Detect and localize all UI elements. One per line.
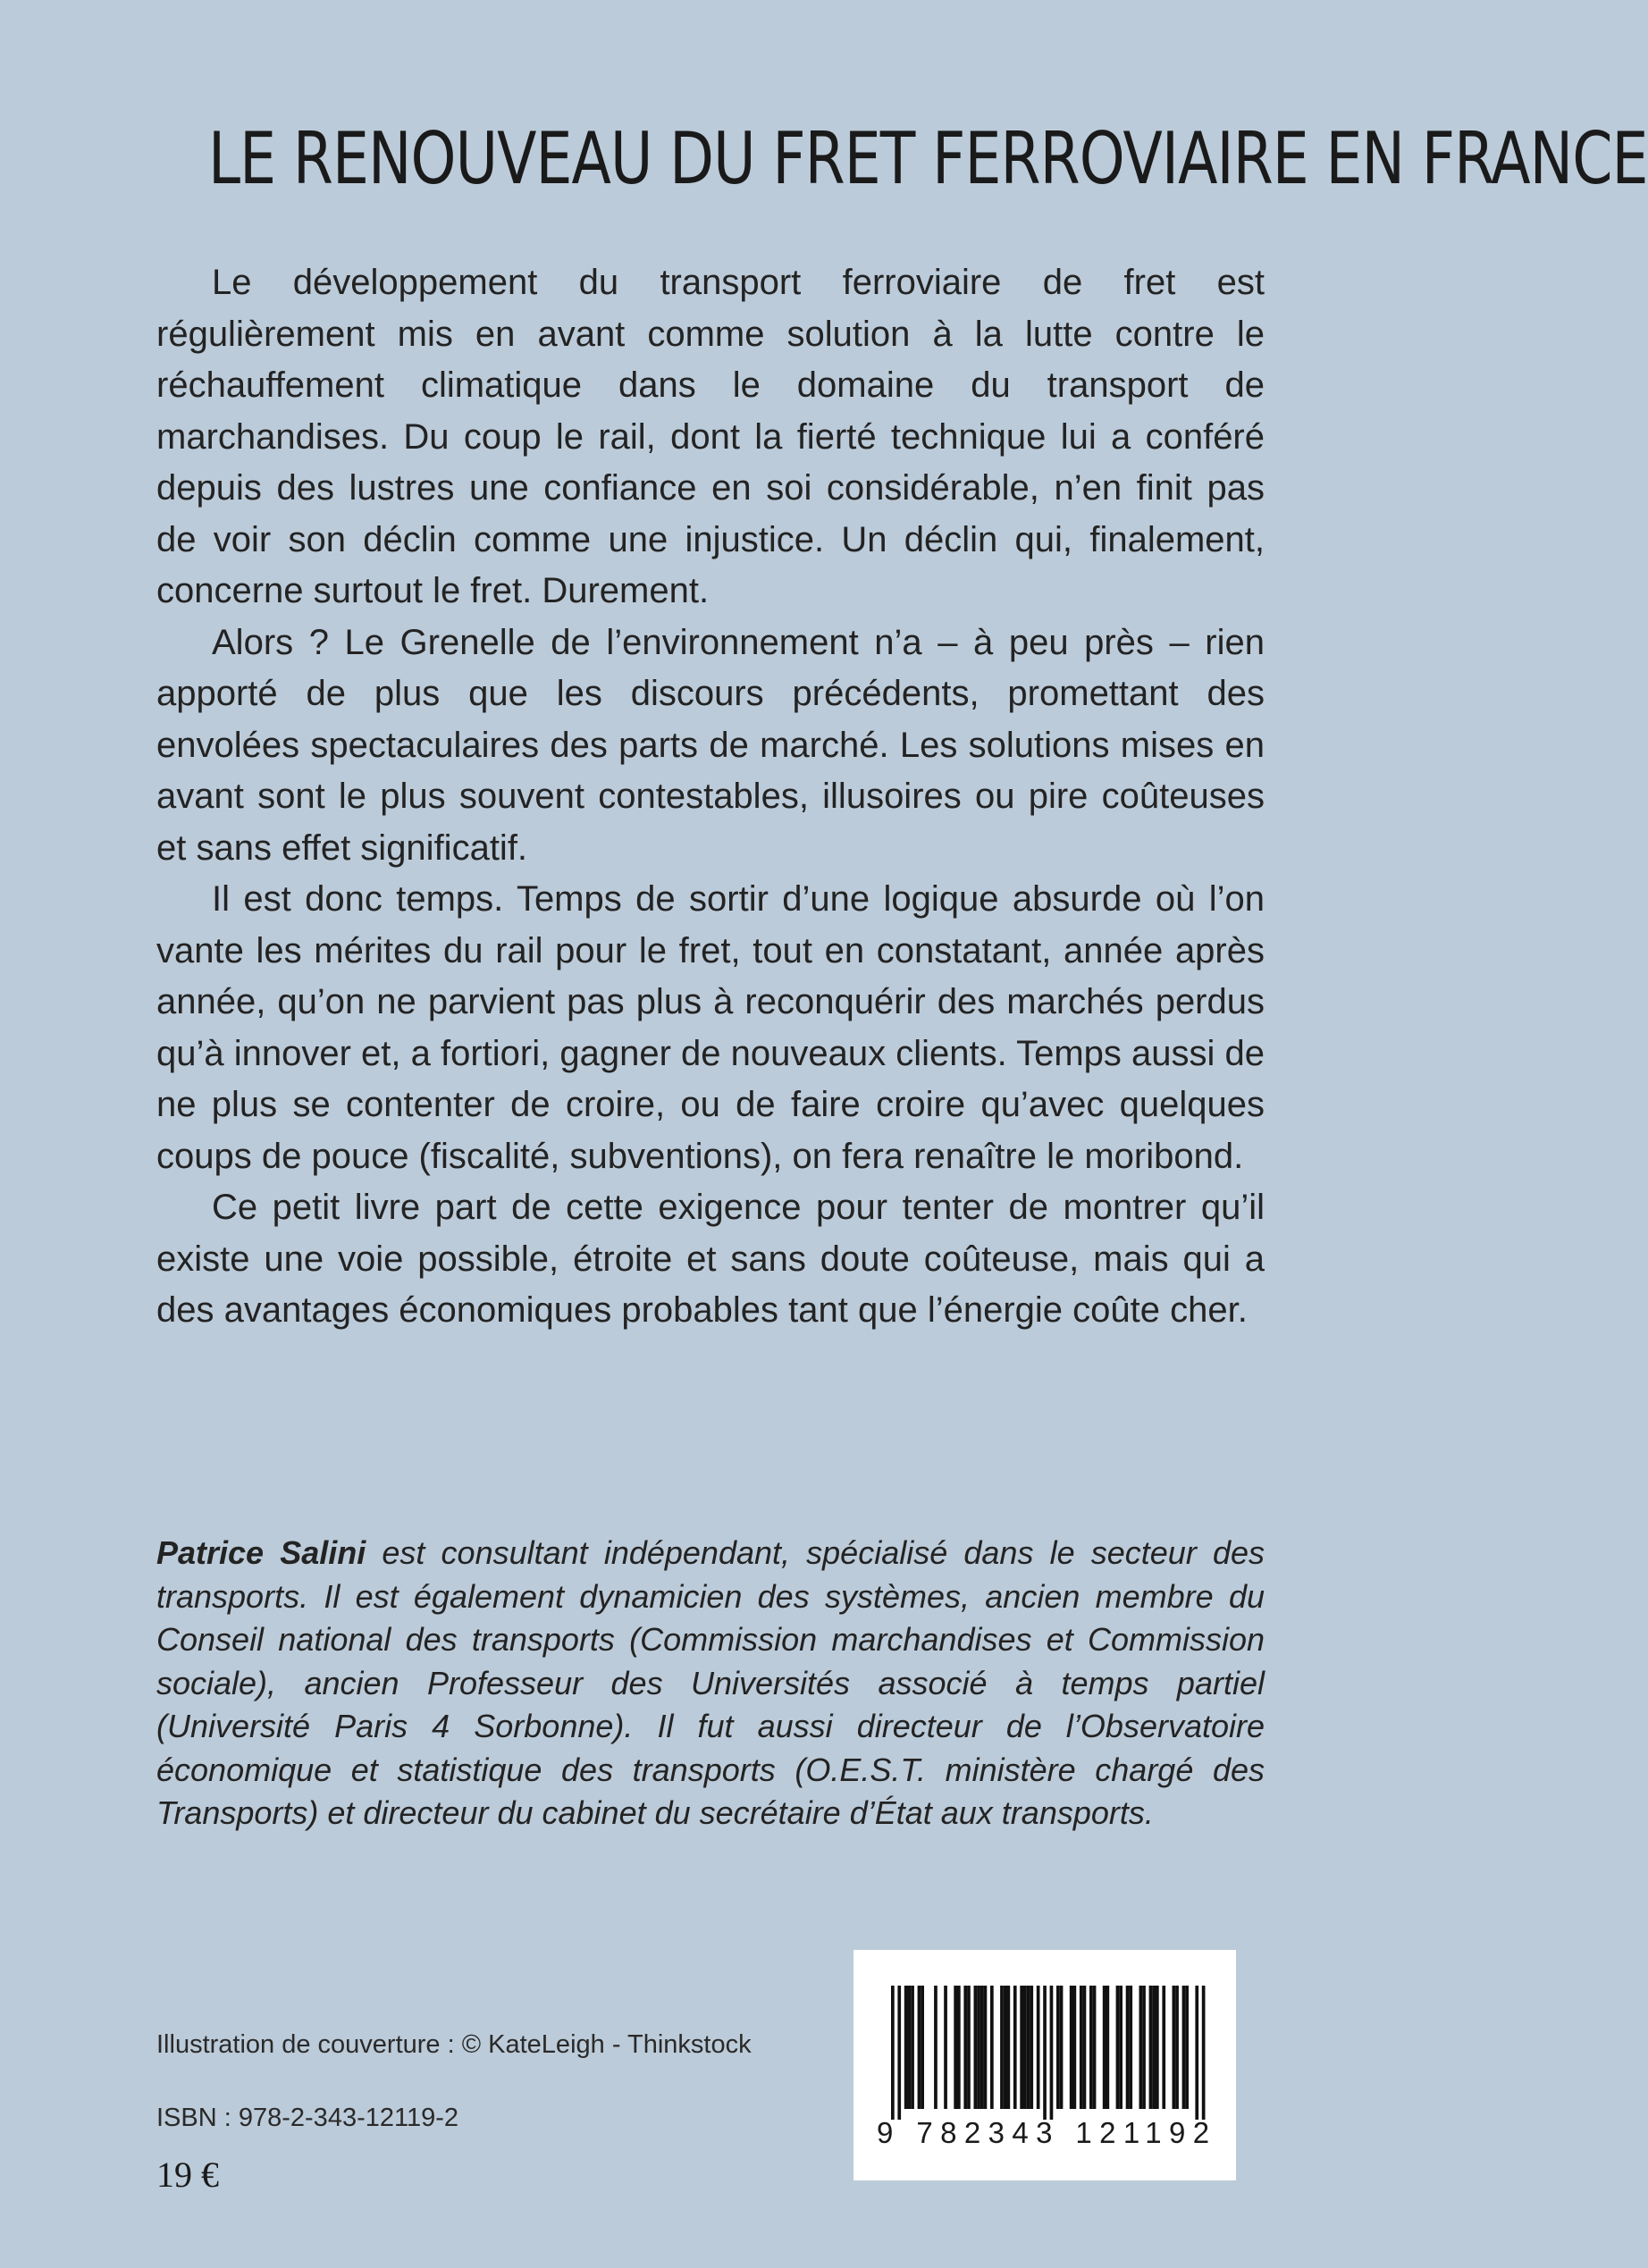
barcode-bar (1089, 1986, 1093, 2109)
barcode-bar (1000, 1986, 1004, 2109)
barcode-bar (1020, 1986, 1023, 2109)
barcode-bar (1013, 1986, 1017, 2109)
cover-credit: Illustration de couverture : © KateLeigh - Thinkstock (156, 2030, 752, 2059)
barcode-bar (1116, 1986, 1120, 2109)
barcode-digits: 9 782343 121192 (877, 2116, 1217, 2149)
barcode-bar (1023, 1986, 1027, 2109)
barcode-bar (1103, 1986, 1106, 2109)
barcode-bar (1162, 1986, 1165, 2109)
blurb-paragraph-4: Ce petit livre part de cette exigence pour tenter de montrer qu’il existe une voie possible, étroite et sans doute coûteuse, mais qui a des avantages économiques probables tant que l’énergie coûte cher. (156, 1188, 1265, 1330)
barcode-bar (1070, 1986, 1073, 2109)
barcode-bar (990, 1986, 994, 2109)
barcode-bar (977, 1986, 980, 2109)
barcode-bar (1152, 1986, 1156, 2109)
book-title: LE RENOUVEAU DU FRET FERROVIAIRE EN FRANCE (208, 117, 1648, 200)
barcode-bar (954, 1986, 957, 2109)
barcode-bar (984, 1986, 988, 2109)
barcode-bar (967, 1986, 971, 2109)
barcode-bar (1043, 1986, 1047, 2120)
barcode-bar (1202, 1986, 1206, 2120)
barcode-bar (918, 1986, 921, 2109)
barcode-bar (1126, 1986, 1130, 2109)
barcode-bar (1056, 1986, 1060, 2109)
author-bio (156, 1532, 1265, 1835)
barcode-bar (974, 1986, 978, 2109)
barcode (853, 1950, 1236, 2180)
blurb-paragraph-1: Le développement du transport ferroviaire de fret est régulièrement mis en avant comme solution à la lutte contre le réchauffement climatique dans le domaine du transport de marchandises. Du coup le rail, dont la fierté technique lui a conféré depuis des lustres une confiance en soi considérable, n’en finit pas de voir son déclin comme une injustice. Un déclin qui, finalement, concerne surtout le fret. Durement. (156, 263, 1265, 610)
barcode-bar (934, 1986, 938, 2109)
author-bio-text: est consultant indépendant, spécialisé dans le secteur des transports. Il est également dynamicien des systèmes, ancien membre du Conseil national des transports (Commission marchandises et Commission sociale), ancien Professeur des Universités associé à temps partiel (Université Paris 4 Sorbonne). Il fut aussi directeur de l’Observatoire économique et statistique des transports (O.E.S.T. ministère chargé des Transports) et directeur du cabinet du secrétaire d’État aux transports. (156, 1534, 1265, 1831)
barcode-bar (1175, 1986, 1179, 2109)
isbn: ISBN : 978-2-343-12119-2 (156, 2104, 459, 2132)
barcode-bar (1156, 1986, 1159, 2109)
barcode-bar (1083, 1986, 1087, 2109)
barcode-bar (957, 1986, 961, 2109)
barcode-bar (1030, 1986, 1033, 2109)
barcode-bar (1037, 1986, 1040, 2109)
barcode-bar (1149, 1986, 1153, 2109)
blurb-paragraph-3: Il est donc temps. Temps de sortir d’une logique absurde où l’on vante les mérites du rail pour le fret, tout en constatant, année après année, qu’on ne parvient pas plus à reconquérir des marchés perdus qu’à innover et, a fortiori, gagner de nouveaux clients. Temps aussi de ne plus se contenter de croire, ou de faire croire qu’avec quelques coups de pouce (fiscalité, subventions), on fera renaître le moribond. (156, 879, 1265, 1176)
barcode-bar (944, 1986, 947, 2109)
barcode-bar (1027, 1986, 1030, 2109)
barcode-bar (908, 1986, 912, 2109)
barcode-bar (1004, 1986, 1007, 2109)
barcode-bar (1073, 1986, 1077, 2109)
barcode-bar (904, 1986, 908, 2109)
barcode-bar (980, 1986, 984, 2109)
barcode-bar (1007, 1986, 1011, 2109)
author-name: Patrice Salini (156, 1534, 366, 1571)
barcode-bar (1185, 1986, 1189, 2109)
barcode-bar (891, 1986, 895, 2120)
blurb (156, 257, 1265, 1337)
barcode-bar (1080, 1986, 1083, 2109)
price: 19 € (156, 2155, 219, 2195)
barcode-bar (1173, 1986, 1176, 2109)
blurb-paragraph-2: Alors ? Le Grenelle de l’environnement n’a – à peu près – rien apporté de plus que les discours précédents, promettant des envolées spectaculaires des parts de marché. Les solutions mises en avant sont le plus souvent contestables, illusoires ou pire coûteuses et sans effet significatif. (156, 622, 1265, 868)
barcode-bar (1050, 1986, 1054, 2120)
barcode-bar (897, 1986, 901, 2120)
barcode-bar (1195, 1986, 1198, 2120)
barcode-bar (1129, 1986, 1132, 2109)
barcode-bar (1060, 1986, 1064, 2109)
barcode-bars (871, 1986, 1218, 2120)
barcode-bar (1093, 1986, 1097, 2109)
barcode-bar (1182, 1986, 1186, 2109)
barcode-bar (1139, 1986, 1143, 2109)
barcode-bar (1119, 1986, 1122, 2109)
barcode-bar (911, 1986, 914, 2109)
barcode-bar (1142, 1986, 1146, 2109)
barcode-bar (921, 1986, 924, 2109)
barcode-bar (1106, 1986, 1110, 2109)
barcode-bar (963, 1986, 967, 2109)
